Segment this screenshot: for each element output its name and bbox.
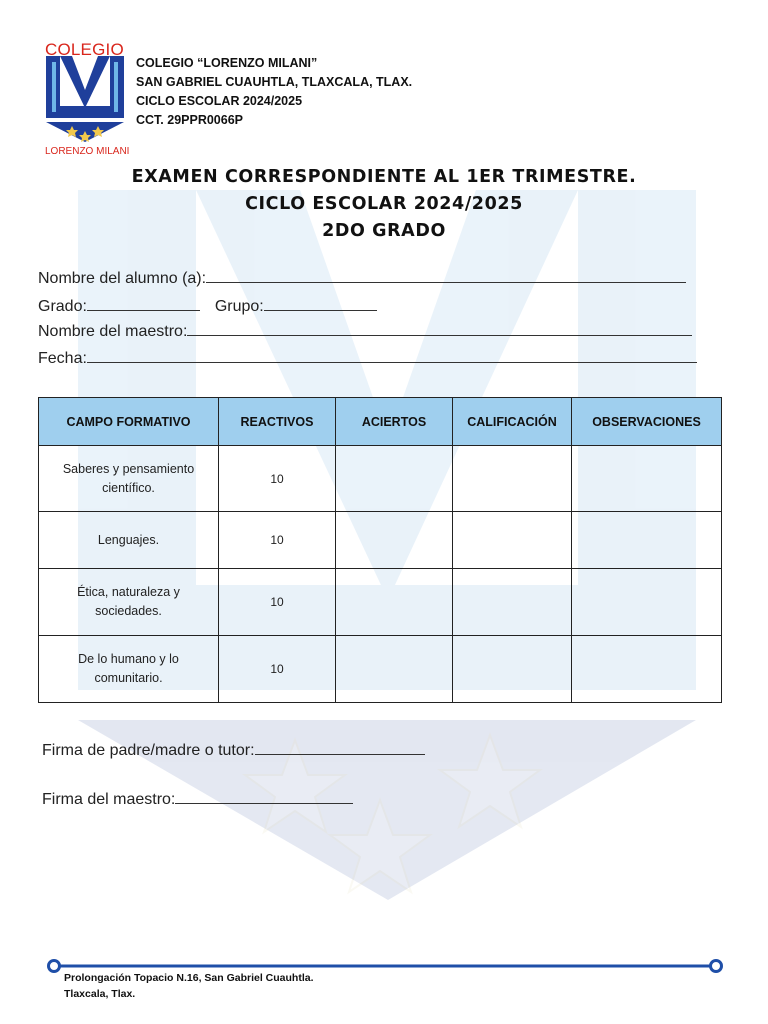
footer-address — [64, 970, 314, 1002]
cell-subject: Lenguajes. — [39, 512, 219, 569]
table-row — [39, 512, 722, 569]
student-name-label: Nombre del alumno (a): — [38, 270, 207, 287]
student-name-line[interactable] — [206, 268, 686, 283]
date-label: Fecha: — [38, 350, 87, 367]
group-label: Grupo: — [214, 298, 264, 315]
parent-signature-field[interactable] — [42, 740, 425, 760]
school-cct: CCT. 29PPR0066P — [136, 113, 244, 127]
exam-title-block — [0, 164, 768, 245]
exam-title: EXAMEN CORRESPONDIENTE AL 1ER TRIMESTRE. — [131, 167, 637, 187]
school-name: COLEGIO “LORENZO MILANI” — [136, 56, 318, 70]
footer-address-line2: Tlaxcala, Tlax. — [64, 988, 136, 1000]
school-location: SAN GABRIEL CUAUHTLA, TLAXCALA, TLAX. — [136, 75, 413, 89]
date-line[interactable] — [87, 348, 697, 363]
logo-top-text: COLEGIO — [45, 40, 124, 59]
grade-label: Grado: — [38, 298, 87, 315]
parent-signature-label: Firma de padre/madre o tutor: — [42, 742, 255, 759]
grade-line[interactable] — [87, 296, 200, 311]
table-row — [39, 569, 722, 636]
cell-observaciones[interactable] — [572, 569, 722, 636]
cell-aciertos[interactable] — [336, 569, 453, 636]
teacher-signature-label: Firma del maestro: — [42, 791, 176, 808]
cell-aciertos[interactable] — [336, 636, 453, 703]
teacher-name-field[interactable] — [38, 321, 692, 341]
cell-subject: Saberes y pensamiento científico. — [39, 446, 219, 512]
header-aciertos: ACIERTOS — [336, 398, 453, 446]
school-info — [136, 54, 412, 130]
header-reactivos: REACTIVOS — [219, 398, 336, 446]
school-logo — [38, 38, 130, 162]
cell-reactivos: 10 — [219, 569, 336, 636]
cell-calificacion[interactable] — [453, 569, 572, 636]
cell-reactivos: 10 — [219, 636, 336, 703]
cell-reactivos: 10 — [219, 446, 336, 512]
table-row — [39, 636, 722, 703]
exam-cycle: CICLO ESCOLAR 2024/2025 — [245, 194, 523, 214]
student-name-field[interactable] — [38, 268, 686, 288]
grade-field[interactable] — [38, 296, 377, 316]
cell-observaciones[interactable] — [572, 636, 722, 703]
cell-observaciones[interactable] — [572, 512, 722, 569]
cell-reactivos: 10 — [219, 512, 336, 569]
table-header-row — [39, 398, 722, 446]
cell-calificacion[interactable] — [453, 636, 572, 703]
cell-aciertos[interactable] — [336, 512, 453, 569]
parent-signature-line[interactable] — [255, 740, 425, 755]
date-field[interactable] — [38, 348, 697, 368]
header-observaciones: OBSERVACIONES — [572, 398, 722, 446]
cell-observaciones[interactable] — [572, 446, 722, 512]
school-cycle: CICLO ESCOLAR 2024/2025 — [136, 94, 303, 108]
teacher-name-line[interactable] — [187, 321, 692, 336]
table-row — [39, 446, 722, 512]
cell-aciertos[interactable] — [336, 446, 453, 512]
cell-calificacion[interactable] — [453, 446, 572, 512]
grades-table — [38, 397, 722, 703]
header-campo-formativo: CAMPO FORMATIVO — [39, 398, 219, 446]
logo-bottom-text: LORENZO MILANI — [45, 146, 130, 157]
cell-subject: Ética, naturaleza y sociedades. — [39, 569, 219, 636]
cell-subject: De lo humano y lo comunitario. — [39, 636, 219, 703]
teacher-name-label: Nombre del maestro: — [38, 323, 188, 340]
teacher-signature-line[interactable] — [175, 789, 353, 804]
teacher-signature-field[interactable] — [42, 789, 353, 809]
footer-address-line1: Prolongación Topacio N.16, San Gabriel Cuauhtla. — [64, 972, 314, 984]
cell-calificacion[interactable] — [453, 512, 572, 569]
exam-grade: 2DO GRADO — [322, 221, 446, 241]
group-line[interactable] — [264, 296, 377, 311]
header-calificacion: CALIFICACIÓN — [453, 398, 572, 446]
